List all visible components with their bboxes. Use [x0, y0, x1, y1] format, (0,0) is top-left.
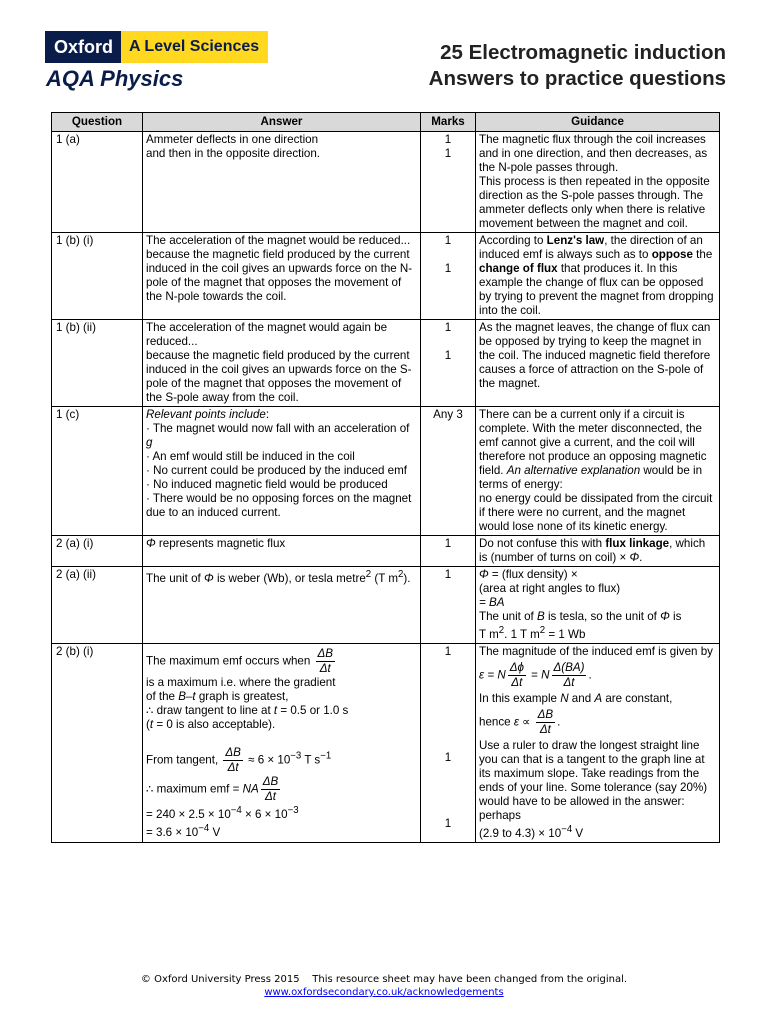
- marks-cell: 1: [421, 567, 476, 644]
- guidance-text: = 1 Wb: [545, 627, 586, 641]
- guidance-text: hence: [479, 715, 514, 729]
- symbol-n: N: [497, 668, 506, 682]
- answer-cell: [143, 407, 421, 536]
- symbol-phi: Φ: [146, 537, 156, 550]
- question-number: 1 (c): [52, 407, 143, 536]
- guidance-text: and: [568, 691, 595, 705]
- guidance-text: . 1 T m: [504, 627, 540, 641]
- guidance-text: This process is then repeated in the opposite direction as the S-pole passes through. The ammeter deflects only when there is relative movement between the magnet and coil.: [479, 175, 710, 230]
- answer-point: · No current could be produced by the induced emf: [146, 464, 408, 477]
- guidance-text: The magnetic flux through the coil increases and in one direction, and then decreases, as the N-pole passes through.: [479, 133, 708, 174]
- question-number: 1 (b) (i): [52, 233, 143, 320]
- guidance-formula: ε =: [479, 668, 498, 682]
- mark: 1: [444, 644, 452, 658]
- fraction-db-dt: [316, 647, 336, 676]
- answer-text: T s: [301, 753, 321, 767]
- guidance-text: .: [588, 668, 592, 682]
- answer-text: is weber (Wb), or tesla metre: [213, 571, 366, 585]
- mark: 1: [444, 349, 452, 362]
- guidance-cell: [476, 536, 720, 567]
- guidance-text: would be in terms of energy:: [479, 464, 703, 491]
- graph-label: B–t: [178, 689, 196, 703]
- guidance-cell: As the magnet leaves, the change of flux can be opposed by trying to keep the magnet in the coil. The induced magnetic field therefore causes a force of attraction on the S-pole of the magnet.: [476, 320, 720, 407]
- guidance-cell: [476, 567, 720, 644]
- answers-table: [51, 112, 720, 843]
- guidance-text: Use a ruler to draw the longest straight line you can that is a tangent to the graph line at its maximum slope. Take readings from the ends of your line. Some tolerance (say 20%) would have to be allowed in the answer: perhaps: [479, 738, 708, 822]
- answer-text: × 6 × 10: [241, 807, 288, 821]
- answer-line: because the magnetic field produced by the current induced in the coil gives an upwards force on the N-pole of the magnet that opposes the movement of the N-pole towards the coil.: [146, 248, 413, 303]
- superscript: −3: [287, 804, 299, 816]
- answer-cell: [143, 233, 421, 320]
- superscript: −3: [290, 750, 302, 762]
- question-number: 1 (a): [52, 132, 143, 233]
- answer-cell: [143, 567, 421, 644]
- mark: 1: [444, 262, 452, 275]
- guidance-text: = (flux density) ×: [488, 568, 578, 581]
- symbol-g: g: [146, 436, 153, 449]
- guidance-bold: Lenz's law: [546, 234, 605, 247]
- answer-line: because the magnetic field produced by the current induced in the coil gives an upwards force on the S-pole of the magnet that opposes the movement of the S-pole away from the coil.: [146, 349, 412, 404]
- answer-line: Ammeter deflects in one direction: [146, 133, 319, 146]
- chapter-heading: 25 Electromagnetic induction: [440, 41, 726, 64]
- symbol-phi: Φ: [479, 568, 489, 581]
- symbol-t: t: [273, 703, 278, 717]
- guidance-bold: change of flux: [479, 262, 558, 275]
- symbol-b: B: [537, 610, 545, 623]
- guidance-text: Do not confuse this with: [479, 537, 606, 550]
- fraction-denominator: Δt: [264, 789, 276, 803]
- guidance-text: ∝: [518, 715, 534, 729]
- series-label: A Level Sciences: [121, 31, 268, 63]
- guidance-text: The unit of: [479, 610, 538, 623]
- answer-text: of the: [146, 689, 179, 703]
- guidance-text: There can be a current only if a circuit is complete. With the meter disconnected, the emf cannot give a current, and the coil will therefore not produce an opposing magnetic field.: [479, 408, 707, 477]
- answer-text: The unit of: [146, 571, 205, 585]
- guidance-text: are constant,: [602, 691, 673, 705]
- answer-cell: [143, 536, 421, 567]
- symbol-n: N: [560, 691, 569, 705]
- guidance-cell: [476, 233, 720, 320]
- fraction-numerator: Δ(BA): [553, 660, 585, 674]
- guidance-text: (area at right angles to flux): [479, 582, 621, 595]
- guidance-text: .: [557, 715, 561, 729]
- guidance-text: no energy could be dissipated from the circuit if there were no current, and the magnet would lose none of its kinetic energy.: [479, 492, 713, 533]
- fraction-denominator: Δt: [511, 675, 523, 689]
- notice-text: This resource sheet may have been changed from the original.: [312, 974, 628, 985]
- fraction-dba-dt: [552, 661, 587, 690]
- answer-point: · There would be no opposing forces on the magnet due to an induced current.: [146, 492, 412, 519]
- document-heading: Answers to practice questions: [428, 67, 726, 90]
- fraction-denominator: Δt: [319, 661, 331, 675]
- guidance-text: the: [692, 248, 713, 261]
- guidance-formula: = BA: [479, 596, 505, 609]
- answer-line: The acceleration of the magnet would again be reduced...: [146, 321, 388, 348]
- answer-intro: Relevant points include: [146, 408, 266, 421]
- answer-text: The maximum emf occurs when: [146, 654, 314, 668]
- question-number: 1 (b) (ii): [52, 320, 143, 407]
- table-row: [52, 233, 720, 320]
- guidance-text: .: [639, 551, 643, 564]
- fraction-denominator: Δt: [227, 760, 239, 774]
- guidance-cell: [476, 643, 720, 842]
- guidance-cell: [476, 407, 720, 536]
- mark: 1: [444, 816, 452, 830]
- answer-text: (: [146, 717, 150, 731]
- answer-cell: [143, 320, 421, 407]
- marks-cell: [421, 132, 476, 233]
- table-row: [52, 643, 720, 842]
- symbol-epsilon: ε: [513, 715, 519, 729]
- header-marks: Marks: [421, 113, 476, 132]
- answer-text: = 0 is also acceptable).: [153, 717, 276, 731]
- table-row: [52, 407, 720, 536]
- symbol-t: t: [149, 717, 154, 731]
- fraction-db-dt: [223, 746, 243, 775]
- answer-line: represents magnetic flux: [155, 537, 286, 550]
- acknowledgements-link[interactable]: www.oxfordsecondary.co.uk/acknowledgements: [264, 987, 504, 998]
- fraction-dphi-dt: [508, 661, 526, 690]
- oxford-logo: [45, 31, 268, 63]
- mark: 1: [444, 133, 452, 146]
- superscript: 2: [365, 569, 372, 580]
- guidance-text: In this example: [479, 691, 561, 705]
- header-answer: Answer: [143, 113, 421, 132]
- answer-text: (T m: [371, 571, 398, 585]
- fraction-numerator: ΔB: [317, 646, 334, 660]
- guidance-bold: oppose: [651, 248, 693, 261]
- copyright-text: © Oxford University Press 2015: [140, 974, 300, 985]
- guidance-italic: An alternative explanation: [506, 464, 641, 477]
- marks-cell: [421, 233, 476, 320]
- answer-text: ∴ maximum emf =: [146, 782, 243, 796]
- guidance-bold: flux linkage: [605, 537, 670, 550]
- fraction-numerator: ΔB: [262, 774, 279, 788]
- fraction-db-dt: [261, 775, 281, 804]
- mark: 1: [444, 750, 452, 764]
- table-row: [52, 536, 720, 567]
- fraction-db-dt: [536, 708, 556, 737]
- answer-text: = 3.6 × 10: [146, 825, 199, 839]
- answer-cell: [143, 132, 421, 233]
- answer-point: · An emf would still be induced in the coil: [146, 450, 355, 463]
- answer-text: = 0.5 or 1.0 s: [277, 703, 349, 717]
- guidance-text: V: [572, 826, 584, 840]
- page-footer: [0, 973, 768, 999]
- header-question: Question: [52, 113, 143, 132]
- page-title: [429, 40, 726, 92]
- answer-colon: :: [265, 408, 270, 421]
- guidance-text: is tesla, so the unit of: [544, 610, 661, 623]
- guidance-text: (2.9 to 4.3) × 10: [479, 826, 562, 840]
- symbol-phi: Φ: [660, 610, 670, 623]
- superscript: 2: [498, 625, 505, 636]
- answer-line: The acceleration of the magnet would be reduced...: [146, 234, 411, 247]
- guidance-text: According to: [479, 234, 547, 247]
- fraction-numerator: ΔB: [537, 707, 554, 721]
- symbol-n: N: [541, 668, 550, 682]
- answer-text: ∴ draw tangent to line at: [146, 703, 274, 717]
- answer-point: · The magnet would now fall with an acceleration of: [146, 422, 410, 435]
- superscript: −4: [198, 822, 210, 834]
- marks-cell: [421, 320, 476, 407]
- guidance-text: is: [669, 610, 682, 623]
- answer-line: and then in the opposite direction.: [146, 147, 321, 160]
- header-guidance: Guidance: [476, 113, 720, 132]
- guidance-text: T m: [479, 627, 499, 641]
- brand-label: Oxford: [45, 31, 121, 63]
- superscript: −4: [230, 804, 242, 816]
- guidance-cell: [476, 132, 720, 233]
- fraction-denominator: Δt: [563, 675, 575, 689]
- fraction-denominator: Δt: [539, 722, 551, 736]
- subject-title: AQA Physics: [46, 66, 184, 91]
- answer-text: ≈ 6 × 10: [244, 753, 291, 767]
- marks-cell: 1: [421, 536, 476, 567]
- symbol-phi: Φ: [204, 571, 214, 585]
- table-row: [52, 320, 720, 407]
- question-number: 2 (b) (i): [52, 643, 143, 842]
- marks-cell: Any 3: [421, 407, 476, 536]
- fraction-numerator: ΔB: [225, 745, 241, 759]
- marks-cell: [421, 643, 476, 842]
- fraction-numerator: Δϕ: [509, 660, 524, 674]
- question-number: 2 (a) (i): [52, 536, 143, 567]
- answer-text: = 240 × 2.5 × 10: [146, 807, 231, 821]
- superscript: −4: [561, 823, 573, 835]
- guidance-text: , which is (number of turns on coil) ×: [479, 537, 706, 564]
- answer-text: ).: [403, 571, 411, 585]
- table-row: [52, 567, 720, 644]
- table-header-row: [52, 113, 720, 132]
- symbol-na: NA: [242, 782, 259, 796]
- symbol-phi: Φ: [629, 551, 640, 564]
- mark: 1: [444, 234, 452, 247]
- answer-cell: [143, 643, 421, 842]
- mark: 1: [444, 147, 452, 160]
- table-row: [52, 132, 720, 233]
- guidance-text: , the direction of an induced emf is always such as to: [479, 234, 703, 261]
- answer-text: From tangent,: [146, 753, 222, 767]
- answer-text: V: [209, 825, 221, 839]
- superscript: 2: [397, 569, 404, 580]
- answer-point: · No induced magnetic field would be produced: [146, 478, 388, 491]
- guidance-text: that produces it. In this example the change of flux can be opposed by trying to prevent the magnet from dropping into the coil.: [479, 262, 714, 317]
- symbol-a: A: [594, 691, 603, 705]
- answer-text: graph is greatest,: [195, 689, 289, 703]
- mark: 1: [444, 321, 452, 334]
- guidance-text: The magnitude of the induced emf is given by: [479, 644, 713, 658]
- superscript: 2: [539, 625, 546, 636]
- superscript: −1: [320, 750, 332, 762]
- answer-text: is a maximum i.e. where the gradient: [146, 675, 336, 689]
- guidance-text: =: [527, 668, 542, 682]
- question-number: 2 (a) (ii): [52, 567, 143, 644]
